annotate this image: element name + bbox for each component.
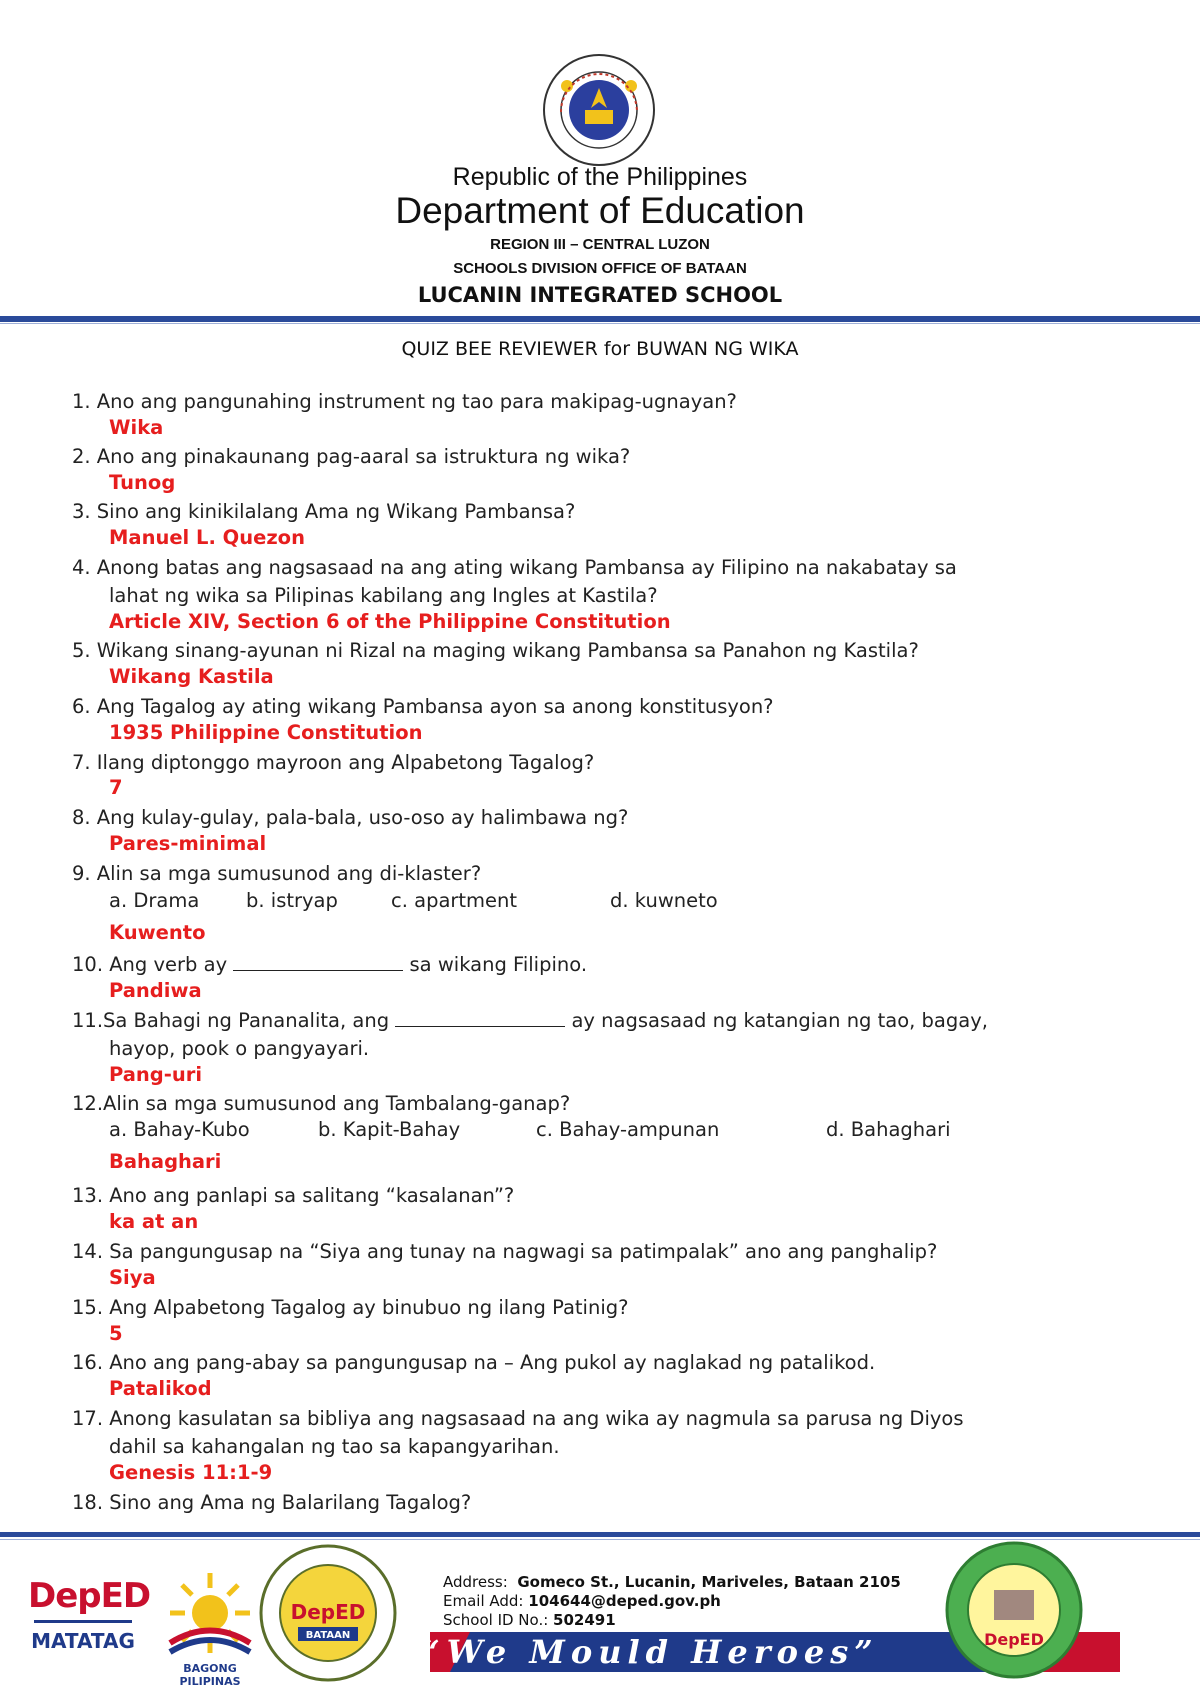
question-12-option-b: b. Kapit-Bahay	[318, 1118, 461, 1141]
footer-address-block	[443, 1573, 925, 1630]
quiz-title: QUIZ BEE REVIEWER for BUWAN NG WIKA	[401, 338, 799, 360]
answer-2: Tunog	[109, 471, 176, 494]
question-1: 1. Ano ang pangunahing instrument ng tao para makipag-ugnayan?	[72, 390, 737, 413]
question-11-text-start: 11.Sa Bahagi ng Pananalita, ang	[72, 1009, 390, 1032]
department-heading: Department of Education	[395, 190, 805, 231]
deped-seal	[541, 52, 657, 168]
question-15: 15. Ang Alpabetong Tagalog ay binubuo ng ilang Patinig?	[72, 1296, 629, 1319]
school-name: LUCANIN INTEGRATED SCHOOL	[417, 283, 783, 307]
deped-matatag-logo	[28, 1562, 151, 1692]
answer-5: Wikang Kastila	[109, 665, 274, 688]
division-seal-deped-text: DepED	[290, 1600, 366, 1624]
bagong-pilipinas-text: BAGONG PILIPINAS	[179, 1662, 241, 1688]
question-11-continued: hayop, pook o pangyayari.	[109, 1037, 370, 1060]
bagong-pilipinas-logo	[160, 1568, 260, 1688]
question-5: 5. Wikang sinang-ayunan ni Rizal na maging wikang Pambansa sa Panahon ng Kastila?	[72, 639, 919, 662]
answer-6: 1935 Philippine Constitution	[109, 721, 423, 744]
question-10-blank	[233, 952, 403, 971]
question-17-continued: dahil sa kahangalan ng tao sa kapangyarihan.	[109, 1435, 560, 1458]
question-3: 3. Sino ang kinikilalang Ama ng Wikang Pambansa?	[72, 500, 576, 523]
answer-17: Genesis 11:1-9	[109, 1461, 273, 1484]
question-9: 9. Alin sa mga sumusunod ang di-klaster?	[72, 862, 482, 885]
question-7: 7. Ilang diptonggo mayroon ang Alpabetong Tagalog?	[72, 751, 595, 774]
answer-16: Patalikod	[109, 1377, 212, 1400]
answer-4: Article XIV, Section 6 of the Philippine Constitution	[109, 610, 671, 633]
schoolid-label: School ID No.:	[443, 1611, 549, 1629]
answer-1: Wika	[109, 416, 164, 439]
question-12-option-a: a. Bahay-Kubo	[109, 1118, 250, 1141]
question-9-option-c: c. apartment	[391, 889, 518, 912]
address-label: Address:	[443, 1573, 508, 1591]
answer-8: Pares-minimal	[109, 832, 267, 855]
question-18: 18. Sino ang Ama ng Balarilang Tagalog?	[72, 1491, 472, 1514]
address-line	[443, 1573, 925, 1592]
deped-logo-underline	[34, 1620, 132, 1623]
question-6: 6. Ang Tagalog ay ating wikang Pambansa ayon sa anong konstitusyon?	[72, 695, 774, 718]
republic-heading: Republic of the Philippines	[452, 163, 748, 191]
email-line	[443, 1592, 925, 1611]
school-logo	[944, 1540, 1084, 1680]
question-8: 8. Ang kulay-gulay, pala-bala, uso-oso ay halimbawa ng?	[72, 806, 629, 829]
email-label: Email Add:	[443, 1592, 524, 1610]
answer-12: Bahaghari	[109, 1150, 222, 1173]
question-16: 16. Ano ang pang-abay sa pangungusap na – Ang pukol ay naglakad ng patalikod.	[72, 1351, 876, 1374]
answer-10: Pandiwa	[109, 979, 202, 1002]
question-10-text-start: 10. Ang verb ay	[72, 953, 228, 976]
school-motto: “We Mould Heroes”	[421, 1633, 879, 1671]
question-9-option-b: b. istryap	[246, 889, 338, 912]
question-9-option-d: d. kuwneto	[610, 889, 718, 912]
question-12-option-d: d. Bahaghari	[826, 1118, 951, 1141]
header-rule-thin	[0, 323, 1200, 324]
question-9-option-a: a. Drama	[109, 889, 200, 912]
division-seal-bataan-text: BATAAN	[305, 1630, 351, 1641]
school-logo-deped-text: DepED	[984, 1630, 1044, 1649]
question-17: 17. Anong kasulatan sa bibliya ang nagsasaad na ang wika ay nagmula sa parusa ng Diyos	[72, 1407, 964, 1430]
question-10-text-end: sa wikang Filipino.	[409, 953, 588, 976]
footer-rule	[0, 1532, 1200, 1537]
question-12-option-c: c. Bahay-ampunan	[536, 1118, 720, 1141]
region-heading: REGION III – CENTRAL LUZON	[490, 236, 710, 253]
question-14: 14. Sa pangungusap na “Siya ang tunay na nagwagi sa patimpalak” ano ang panghalip?	[72, 1240, 938, 1263]
question-11-blank	[395, 1008, 565, 1027]
address-value: Gomeco St., Lucanin, Mariveles, Bataan 2105	[517, 1573, 901, 1591]
question-10	[72, 951, 587, 979]
answer-13: ka at an	[109, 1210, 199, 1233]
question-4: 4. Anong batas ang nagsasaad na ang ating wikang Pambansa ay Filipino na nakabatay sa	[72, 556, 957, 579]
question-4-continued: lahat ng wika sa Pilipinas kabilang ang Ingles at Kastila?	[109, 584, 658, 607]
answer-7: 7	[109, 776, 123, 799]
deped-logo-text: DepED	[28, 1576, 151, 1616]
division-seal	[258, 1543, 398, 1683]
question-2: 2. Ano ang pinakaunang pag-aaral sa istruktura ng wika?	[72, 445, 631, 468]
schoolid-line	[443, 1611, 925, 1630]
question-11	[72, 1007, 988, 1035]
question-13: 13. Ano ang panlapi sa salitang “kasalanan”?	[72, 1184, 515, 1207]
sun-icon	[160, 1568, 260, 1658]
answer-11: Pang-uri	[109, 1063, 203, 1086]
division-heading: SCHOOLS DIVISION OFFICE OF BATAAN	[453, 260, 747, 277]
matatag-logo-text: MATATAG	[31, 1629, 135, 1653]
question-12: 12.Alin sa mga sumusunod ang Tambalang-ganap?	[72, 1092, 571, 1115]
email-value: 104644@deped.gov.ph	[528, 1592, 721, 1610]
answer-14: Siya	[109, 1266, 156, 1289]
schoolid-value: 502491	[553, 1611, 616, 1629]
header-rule	[0, 316, 1200, 322]
question-11-text-end: ay nagsasaad ng katangian ng tao, bagay,	[571, 1009, 988, 1032]
answer-9: Kuwento	[109, 921, 206, 944]
answer-3: Manuel L. Quezon	[109, 526, 305, 549]
answer-15: 5	[109, 1322, 123, 1345]
